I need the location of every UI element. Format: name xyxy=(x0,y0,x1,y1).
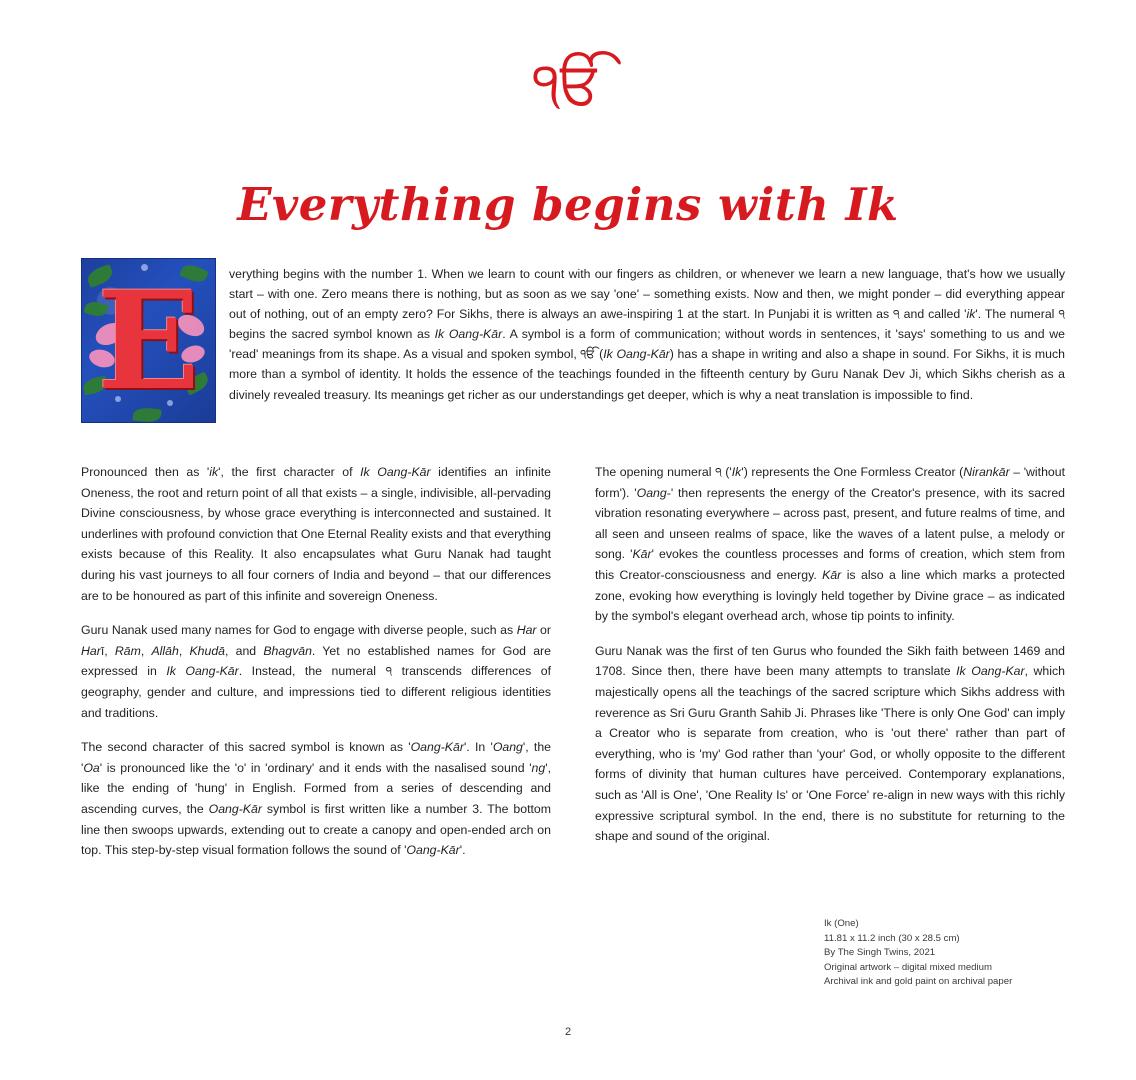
paragraph: Guru Nanak used many names for God to engage with diverse people, such as Har or Harī, Rām, Allāh, Khudā, and Bhagvān. Yet no established names for God are expressed in Ik Oang-Kār. Instead, the numeral ੧ transcends differences of geography, gender and culture, and impressions tied to different religious identities and traditions. xyxy=(81,623,551,720)
ik-oangkar-symbol-heading xyxy=(0,49,1136,117)
paragraph: Guru Nanak was the first of ten Gurus who founded the Sikh faith between 1469 and 1708. Since then, there have been many attempts to translate Ik Oang-Kar, which majestically opens all the teachings of the sacred scripture which Sikhs address with reverence as Sri Guru Granth Sahib Ji. Phrases like 'There is only One God' can imply a Creator who is separate from creation, who is 'out there' rather than part of everything, who is 'my' God rather than 'your' God, or wholly opposite to the different forms of divinity that human cultures have perceived. Contemporary explanations, such as 'All is One', 'One Reality Is' or 'One Force' re-align in new ways with this richly expressive scriptural symbol. In the end, there is no substitute for returning to the shape and sound of the original. xyxy=(595,643,1065,844)
paragraph: The opening numeral ੧ ('Ik') represents the One Formless Creator (Nirankār – 'without form'). 'Oang-' then represents the energy of the Creator's presence, with its sacred vibration resonating everywhere – across past, present, and future realms of time, and all seen and unseen realms of space, like the waves of a latent pulse, a melody or song. 'Kār' evokes the countless processes and forms of creation, which stem from this Creator-consciousness and energy. Kār is also a line which marks a protected zone, evoking how everything is lovingly held together by Divine grace – as indicated by the symbol's elegant overhead arch, whose tip points to infinity. xyxy=(595,465,1066,624)
intro-paragraph: verything begins with the number 1. When we learn to count with our fingers as children, or whenever we learn a new language, that's how we usually start – with one. Zero means there is nothing, but as soon as we say 'one' – something exists. Now and then, we might ponder – did everything appear out of nothing, out of an empty zero? For Sikhs, there is always an awe-inspiring 1 at the start. In Punjabi it is written as ੧ and called 'ik'. The numeral ੧ begins the sacred symbol known as Ik Oang-Kār. A symbol is a form of communication; without words in sentences, it 'says' something to us and we 'read' meanings from its shape. As a visual and spoken symbol, ੴ (Ik Oang-Kār) has a shape in writing and also a shape in sound. For Sikhs, it is much more than a symbol of identity. It holds the essence of the teachings founded in the fifteenth century by Guru Nanak Dev Ji, which Sikhs cherish as a divinely revealed treasury. Its meanings get richer as our understandings get deeper, which is why a neat translation is impossible to find. xyxy=(229,267,1065,402)
ik-oangkar-glyph: ੴ xyxy=(532,49,604,117)
left-column xyxy=(81,462,551,861)
drop-cap-letter: E xyxy=(97,261,200,420)
caption-line: Original artwork – digital mixed medium xyxy=(824,961,992,973)
page-title: Everything begins with Ik xyxy=(237,178,899,232)
caption-line: Ik (One) xyxy=(824,918,859,929)
right-column xyxy=(595,462,1065,861)
illuminated-drop-cap-panel xyxy=(81,258,216,423)
caption-line: Archival ink and gold paint on archival paper xyxy=(824,976,1013,988)
paragraph: The second character of this sacred symbol is known as 'Oang-Kār'. In 'Oang', the 'Oa' is pronounced like the 'o' in 'ordinary' and it ends with the nasalised sound 'ng', like the ending of 'hung' in English. Formed from a series of descending and ascending curves, the Oang-Kār symbol is first written like a number 3. The bottom line then swoops upwards, extending out to create a canopy and open-ended arch on top. This step-by-step visual formation follows the sound of 'Oang-Kār'. xyxy=(81,740,552,858)
caption-line: 11.81 x 11.2 inch (30 x 28.5 cm) xyxy=(824,932,960,944)
body-columns xyxy=(81,462,1065,861)
page-number: 2 xyxy=(564,1026,572,1038)
caption-line: By The Singh Twins, 2021 xyxy=(824,947,936,959)
artwork-caption xyxy=(824,917,1124,990)
paragraph: Pronounced then as 'ik', the first character of Ik Oang-Kār identifies an infinite Oneness, the root and return point of all that exists – a single, indivisible, all-pervading Divine consciousness, by whose grace everything is interconnected and sustained. It underlines with profound conviction that One Eternal Reality exists and that everything exists because of this Reality. It also encapsulates what Guru Nanak had taught during his vast journeys to all four corners of India and beyond – that our differences are to be honoured as part of this infinite and sovereign Oneness. xyxy=(81,465,552,603)
